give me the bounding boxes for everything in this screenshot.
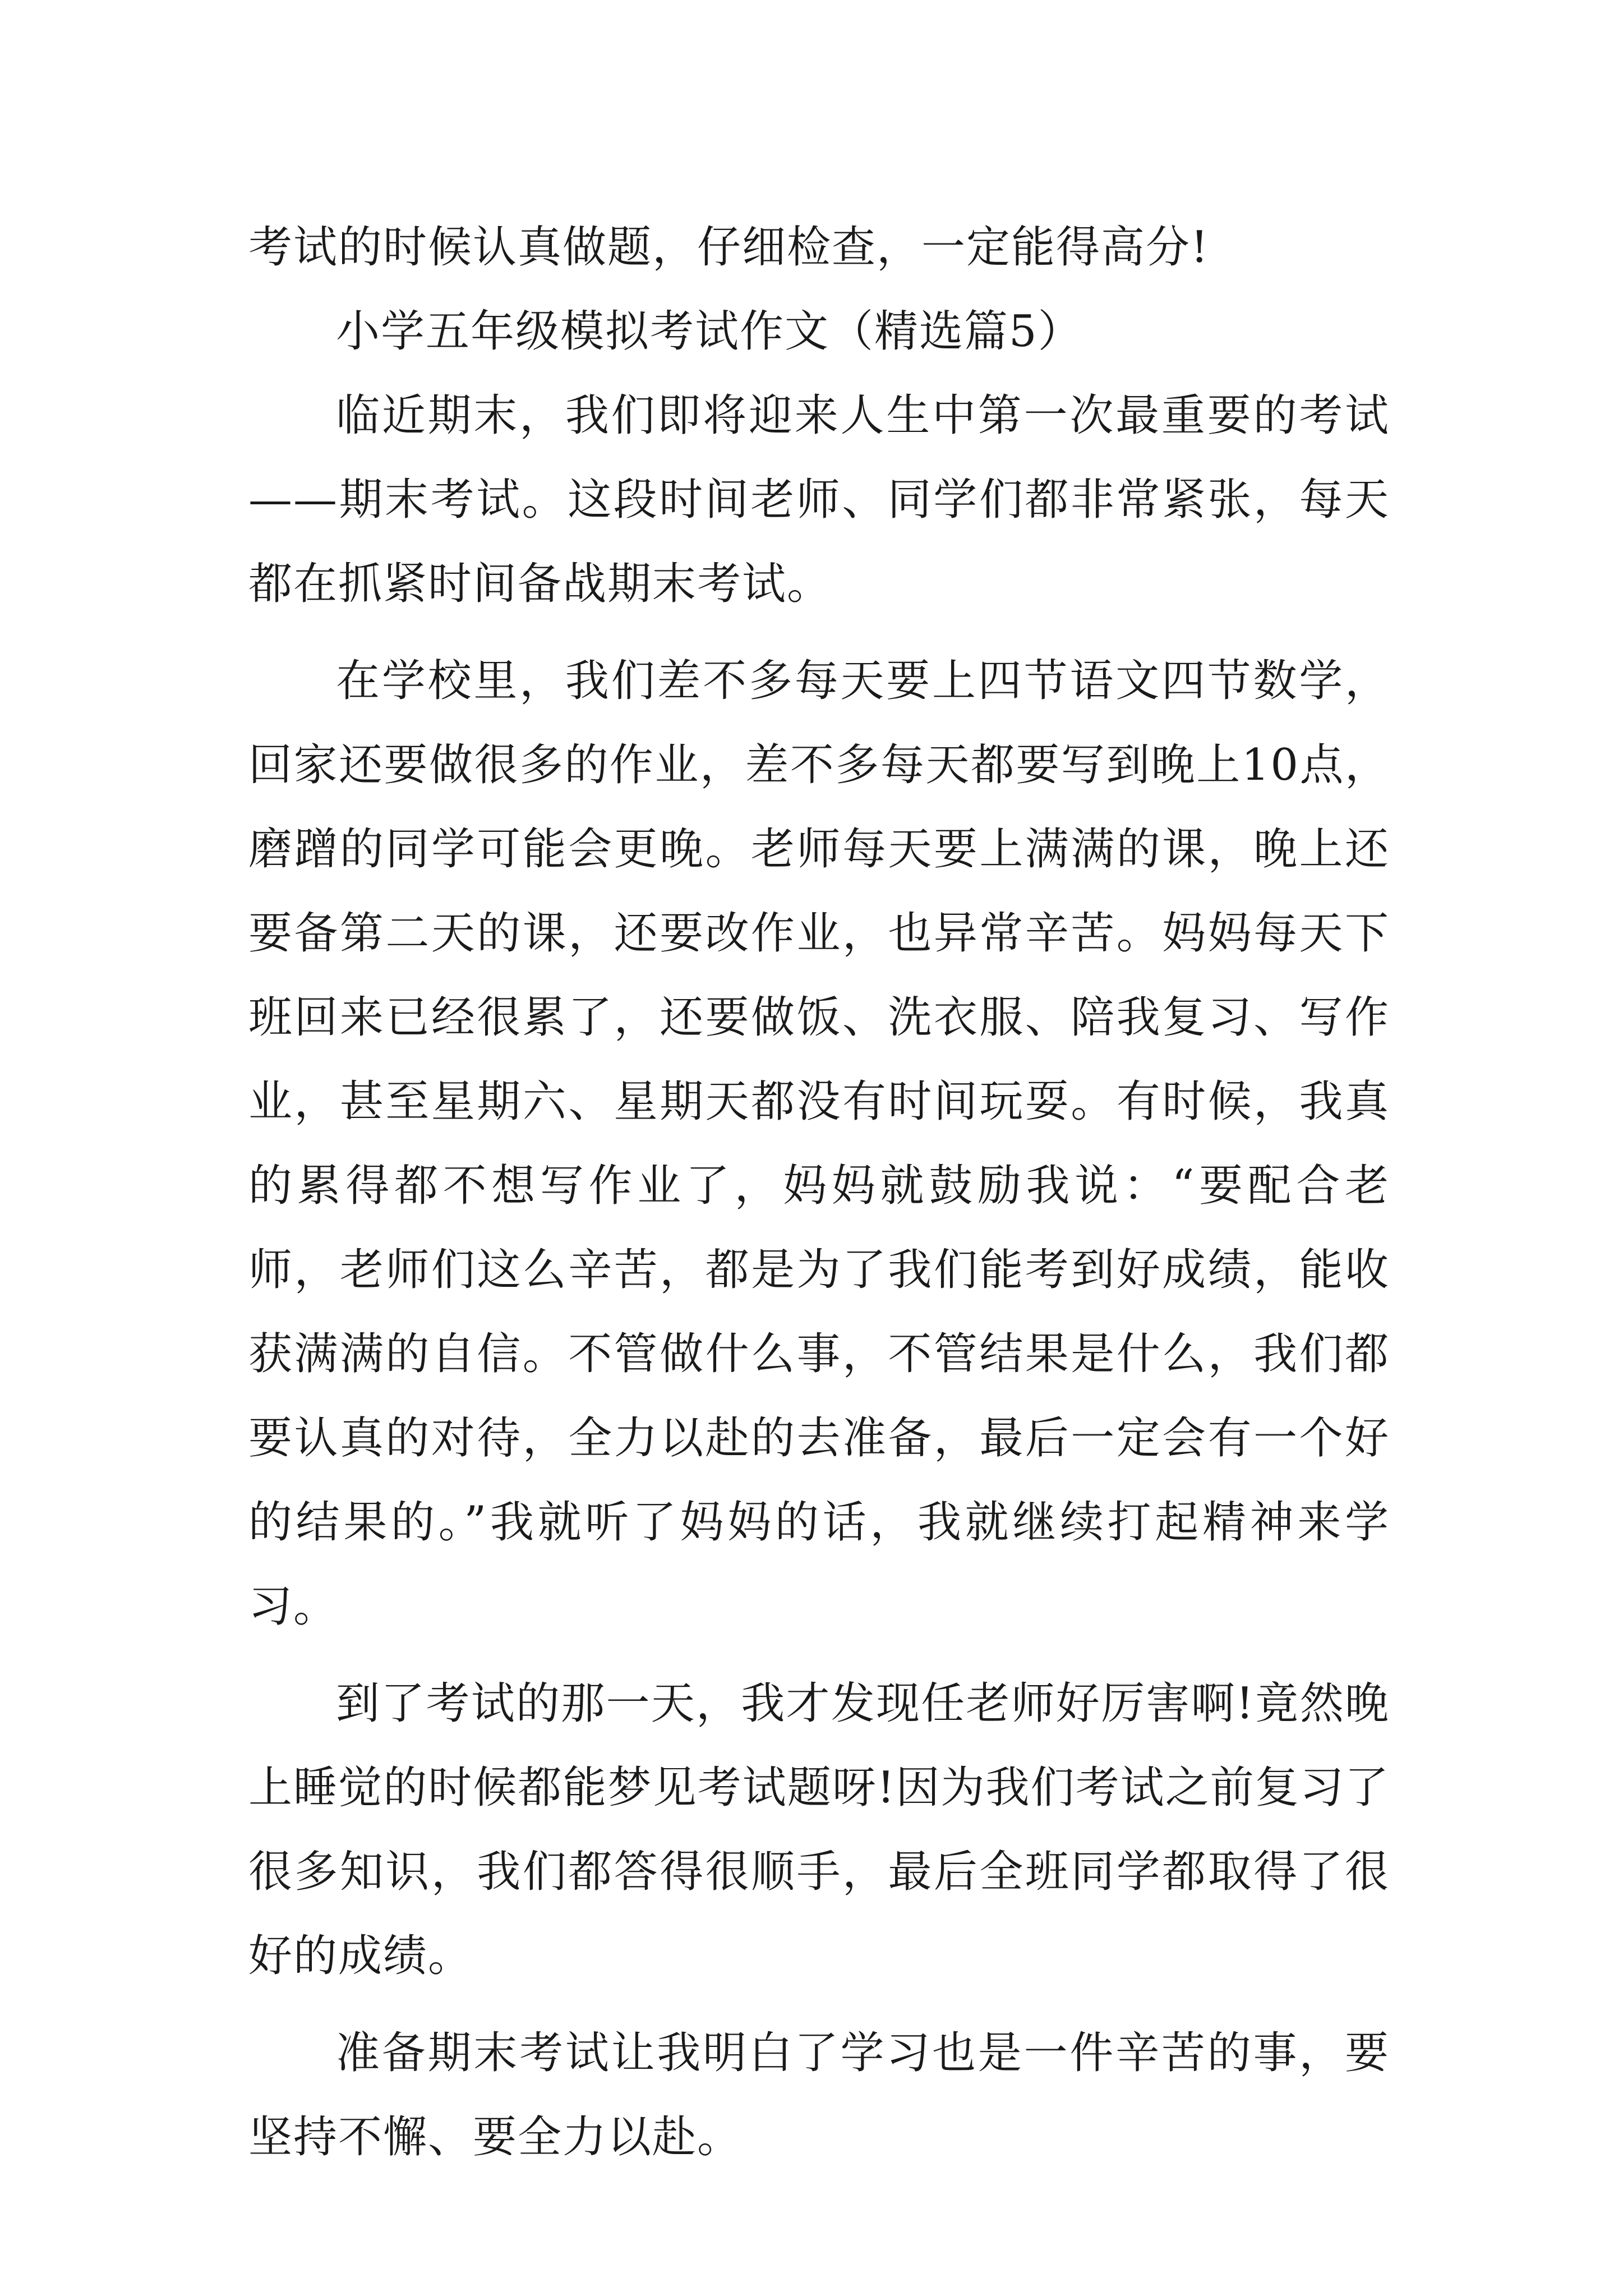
- paragraph: 在学校里，我们差不多每天要上四节语文四节数学，回家还要做很多的作业，差不多每天都要写到晚上10点，磨蹭的同学可能会更晚。老师每天要上满满的课，晚上还要备第二天的课，还要改作业，也异常辛苦。妈妈每天下班回来已经很累了，还要做饭、洗衣服、陪我复习、写作业，甚至星期六、星期天都没有时间玩耍。有时候，我真的累得都不想写作业了，妈妈就鼓励我说：“要配合老师，老师们这么辛苦，都是为了我们能考到好成绩，能收获满满的自信。不管做什么事，不管结果是什么，我们都要认真的对待，全力以赴的去准备，最后一定会有一个好的结果的。”我就听了妈妈的话，我就继续打起精神来学习。: [248, 656, 1390, 1632]
- paragraph-continuation: 考试的时候认真做题，仔细检查，一定能得高分!: [248, 222, 1210, 273]
- paragraph: 到了考试的那一天，我才发现任老师好厉害啊!竟然晚上睡觉的时候都能梦见考试题呀!因为我们考试之前复习了很多知识，我们都答得很顺手，最后全班同学都取得了很好的成绩。: [248, 1678, 1390, 1981]
- essay-title: 小学五年级模拟考试作文（精选篇5）: [336, 306, 1083, 357]
- document-body: [248, 205, 1390, 2179]
- paragraph: 临近期末，我们即将迎来人生中第一次最重要的考试——期末考试。这段时间老师、同学们都非常紧张，每天都在抓紧时间备战期末考试。: [248, 390, 1390, 609]
- paragraph: 准备期末考试让我明白了学习也是一件辛苦的事，要坚持不懈、要全力以赴。: [248, 2028, 1390, 2162]
